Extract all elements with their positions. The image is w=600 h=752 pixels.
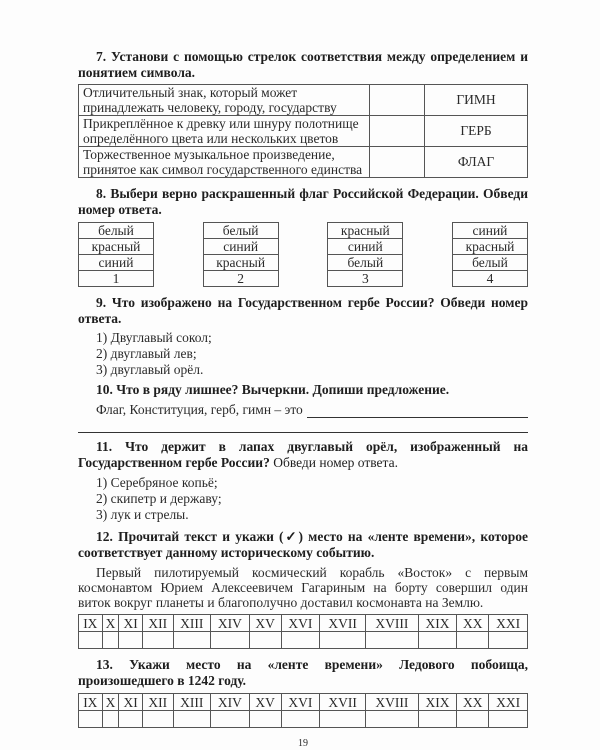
century-label: XV	[249, 694, 281, 711]
century-answer-cell[interactable]	[457, 632, 489, 649]
century-label: XIII	[173, 615, 211, 632]
century-answer-cell[interactable]	[142, 632, 173, 649]
century-answer-cell[interactable]	[489, 711, 528, 728]
flag-stripe: синий	[452, 223, 527, 239]
century-label: XX	[457, 694, 489, 711]
century-answer-cell[interactable]	[119, 632, 143, 649]
flag-stripe: белый	[452, 255, 527, 271]
century-answer-cell[interactable]	[281, 632, 320, 649]
century-answer-cell[interactable]	[320, 711, 366, 728]
century-label: XV	[249, 615, 281, 632]
century-label: XVIII	[366, 615, 419, 632]
q10-title: 10. Что в ряду лишнее? Вычеркни. Допиши предложение.	[96, 382, 450, 397]
flag-stripe: белый	[79, 223, 154, 239]
century-label: XIV	[211, 615, 250, 632]
century-label: XVII	[320, 615, 366, 632]
q9-option-2[interactable]: 2) двуглавый лев;	[96, 346, 197, 361]
q8-title: 8. Выбери верно раскрашенный флаг Российской Федерации. Обведи номер ответа.	[78, 186, 528, 217]
century-answer-cell[interactable]	[211, 632, 250, 649]
flag-option-1[interactable]	[78, 222, 154, 287]
flag-options	[78, 222, 528, 287]
flag-stripe: синий	[203, 239, 278, 255]
q10-answer-line-2[interactable]	[78, 418, 528, 433]
century-answer-cell[interactable]	[79, 711, 103, 728]
century-label: XVI	[281, 694, 320, 711]
flag-option-3[interactable]	[327, 222, 403, 287]
century-label: X	[102, 694, 119, 711]
century-answer-cell[interactable]	[281, 711, 320, 728]
q12-title: 12. Прочитай текст и укажи (✓) место на «ленте времени», которое соответствует данному историческому событию.	[78, 529, 528, 560]
century-answer-cell[interactable]	[249, 632, 281, 649]
century-answer-cell[interactable]	[457, 711, 489, 728]
century-label: XX	[457, 615, 489, 632]
matching-row	[79, 147, 528, 178]
century-label: X	[102, 615, 119, 632]
matching-row	[79, 116, 528, 147]
century-answer-cell[interactable]	[366, 632, 419, 649]
century-answer-cell[interactable]	[366, 711, 419, 728]
flag-stripe: красный	[203, 255, 278, 271]
flag-number[interactable]: 2	[203, 271, 278, 287]
flag-option-2[interactable]	[203, 222, 279, 287]
century-label: XVII	[320, 694, 366, 711]
century-label: XII	[142, 694, 173, 711]
century-label: XVI	[281, 615, 320, 632]
q7-title: 7. Установи с помощью стрелок соответствия между определением и понятием символа.	[78, 49, 528, 80]
century-label: XI	[119, 694, 143, 711]
term-cell: ФЛАГ	[425, 147, 528, 178]
century-answer-cell[interactable]	[102, 632, 119, 649]
century-answer-cell[interactable]	[320, 632, 366, 649]
century-answer-cell[interactable]	[79, 632, 103, 649]
arrow-space-cell[interactable]	[370, 116, 425, 147]
century-answer-cell[interactable]	[249, 711, 281, 728]
century-answer-cell[interactable]	[173, 632, 211, 649]
definition-cell: Прикреплённое к древку или шнуру полотнище определённого цвета или нескольких цветов	[79, 116, 370, 147]
flag-stripe: белый	[203, 223, 278, 239]
century-answer-cell[interactable]	[418, 632, 457, 649]
arrow-space-cell[interactable]	[370, 85, 425, 116]
century-answer-cell[interactable]	[489, 632, 528, 649]
term-cell: ГИМН	[425, 85, 528, 116]
century-label: XIX	[418, 615, 457, 632]
century-label: XI	[119, 615, 143, 632]
century-answer-cell[interactable]	[211, 711, 250, 728]
flag-option-4[interactable]	[452, 222, 528, 287]
q9-option-1[interactable]: 1) Двуглавый сокол;	[96, 330, 212, 345]
century-label: IX	[79, 615, 103, 632]
q12-timeline	[78, 614, 528, 649]
q9-title: 9. Что изображено на Государственном гербе России? Обведи номер ответа.	[78, 295, 528, 326]
q11-title: 11. Что держит в лапах двуглавый орёл, изображенный на Государственном гербе России? Обведи номер ответа.	[78, 439, 528, 470]
flag-stripe: красный	[79, 239, 154, 255]
term-cell: ГЕРБ	[425, 116, 528, 147]
matching-row	[79, 85, 528, 116]
q9-option-3[interactable]: 3) двуглавый орёл.	[96, 362, 204, 377]
arrow-space-cell[interactable]	[370, 147, 425, 178]
q12-text: Первый пилотируемый космический корабль «Восток» с первым космонавтом Юрием Алексеевичем Гагариным на борту совершил один виток вокруг планеты и благополучно доставил космонавта на Землю.	[78, 565, 528, 610]
flag-number[interactable]: 3	[328, 271, 403, 287]
flag-number[interactable]: 1	[79, 271, 154, 287]
q11-option-1[interactable]: 1) Серебряное копьё;	[96, 475, 218, 490]
q10-answer-row	[78, 402, 528, 418]
century-answer-cell[interactable]	[142, 711, 173, 728]
definition-cell: Торжественное музыкальное произведение, принятое как символ государственного единства	[79, 147, 370, 178]
flag-stripe: синий	[79, 255, 154, 271]
flag-number[interactable]: 4	[452, 271, 527, 287]
q11-option-2[interactable]: 2) скипетр и державу;	[96, 491, 222, 506]
q10-answer-line-1[interactable]	[307, 405, 528, 418]
century-answer-cell[interactable]	[418, 711, 457, 728]
century-label: XIV	[211, 694, 250, 711]
flag-stripe: красный	[328, 223, 403, 239]
century-answer-cell[interactable]	[173, 711, 211, 728]
century-label: XIX	[418, 694, 457, 711]
century-label: XXI	[489, 615, 528, 632]
flag-stripe: синий	[328, 239, 403, 255]
q13-timeline	[78, 693, 528, 728]
century-label: XXI	[489, 694, 528, 711]
flag-stripe: красный	[452, 239, 527, 255]
century-answer-cell[interactable]	[102, 711, 119, 728]
q10-prompt: Флаг, Конституция, герб, гимн – это	[96, 402, 303, 417]
century-label: XVIII	[366, 694, 419, 711]
q7-matching-table	[78, 84, 528, 178]
definition-cell: Отличительный знак, который может принадлежать человеку, городу, государству	[79, 85, 370, 116]
century-label: IX	[79, 694, 103, 711]
q13-title: 13. Укажи место на «ленте времени» Ледового побоища, произошедшего в 1242 году.	[78, 657, 528, 688]
century-answer-cell[interactable]	[119, 711, 143, 728]
flag-stripe: белый	[328, 255, 403, 271]
page-number: 19	[298, 738, 308, 749]
q11-option-3[interactable]: 3) лук и стрелы.	[96, 507, 189, 522]
century-label: XII	[142, 615, 173, 632]
century-label: XIII	[173, 694, 211, 711]
